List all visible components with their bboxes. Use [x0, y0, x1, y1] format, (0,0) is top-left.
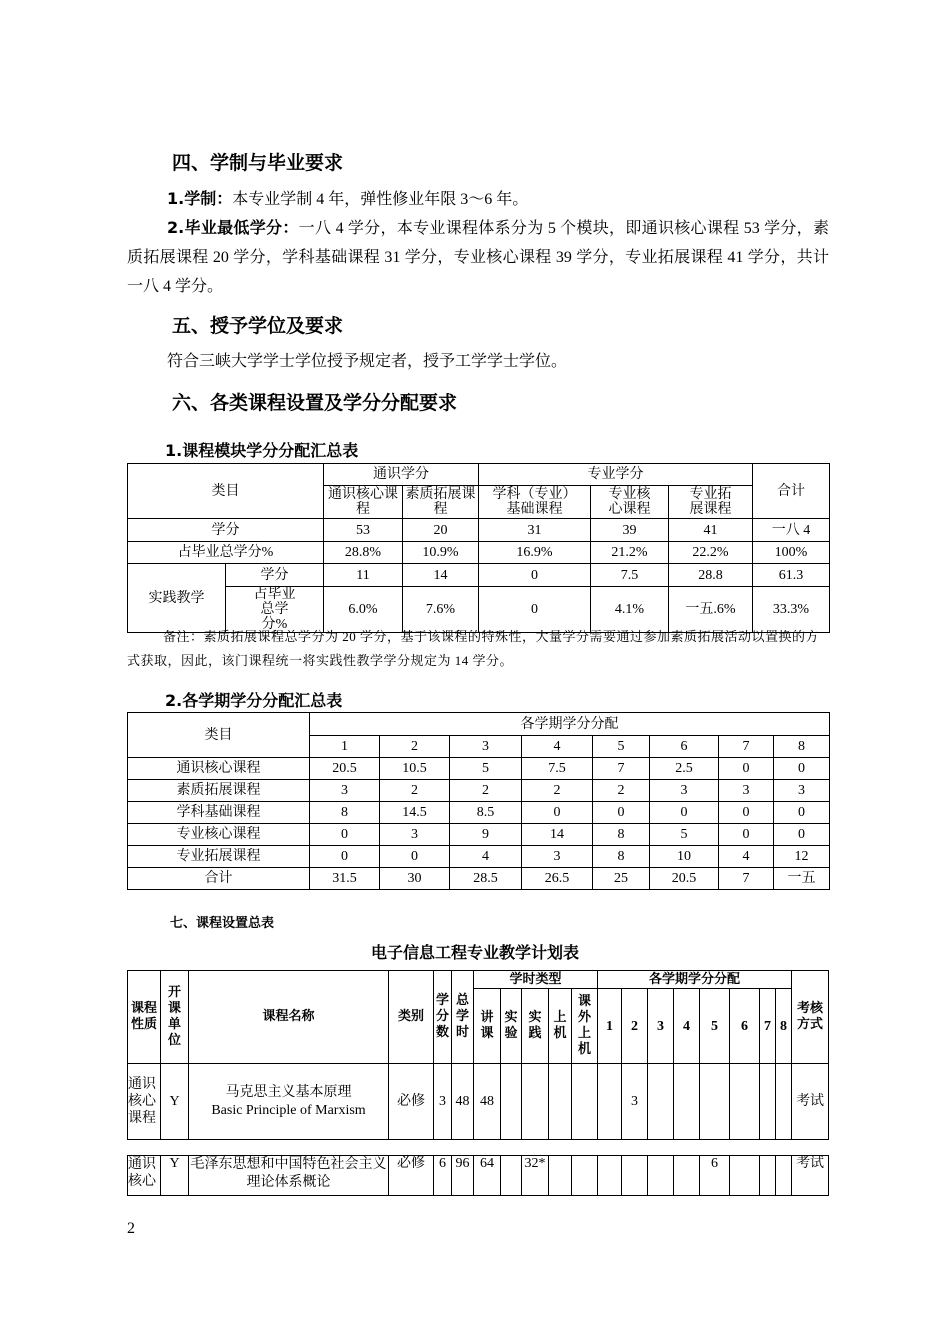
cell: 14 [403, 564, 479, 587]
cell: 16.9% [479, 542, 591, 564]
course-name-cn: 毛泽东思想和中国特色社会主义理论体系概论 [190, 1157, 387, 1190]
cell: 3 [719, 780, 774, 802]
term-header: 8 [776, 989, 792, 1064]
cell: 33.3% [753, 587, 830, 633]
cell: 5 [450, 758, 522, 780]
term-credit [674, 1156, 700, 1196]
header-semesters: 各学期学分分配 [310, 713, 830, 736]
header-unit: 开课单位 [161, 971, 189, 1064]
cell: 0 [522, 802, 593, 824]
course-computer [549, 1156, 572, 1196]
cell: 12 [774, 846, 830, 868]
row-label: 学科基础课程 [128, 802, 310, 824]
credit-module-table [127, 463, 830, 633]
term-credit: 6 [700, 1156, 730, 1196]
term-header: 7 [760, 989, 776, 1064]
cell: 一五 [774, 868, 830, 890]
cell: 28.8% [324, 542, 403, 564]
cell: 0 [719, 802, 774, 824]
cell: 3 [310, 780, 380, 802]
table-row [128, 846, 830, 868]
cell: 0 [479, 564, 591, 587]
cell: 3 [522, 846, 593, 868]
term-header: 4 [522, 736, 593, 758]
term-header: 5 [700, 989, 730, 1064]
cell: 7 [593, 758, 650, 780]
col-header: 通识核心课程 [324, 486, 403, 519]
cell: 8 [310, 802, 380, 824]
teaching-plan-table [127, 970, 829, 1196]
label: 1.学制： [167, 189, 233, 208]
header-computer: 上机 [549, 989, 572, 1064]
header-major: 专业学分 [479, 464, 753, 486]
table-row [128, 1156, 829, 1196]
cell: 41 [669, 519, 753, 542]
course-exam: 考试 [792, 1064, 829, 1140]
section-7-title: 七、课程设置总表 [170, 916, 275, 931]
cell: 21.2% [591, 542, 669, 564]
cell: 25 [593, 868, 650, 890]
header-name: 课程名称 [189, 971, 389, 1064]
section-6-title: 六、各类课程设置及学分分配要求 [172, 392, 458, 414]
cell: 0 [774, 824, 830, 846]
course-lab [501, 1156, 522, 1196]
term-credit [674, 1064, 700, 1140]
course-name [189, 1156, 389, 1196]
cell: 20.5 [650, 868, 719, 890]
col-header: 专业核心课程 [591, 486, 669, 519]
section-5-title: 五、授予学位及要求 [172, 315, 344, 337]
cell: 26.5 [522, 868, 593, 890]
plan-table-title: 电子信息工程专业教学计划表 [370, 943, 579, 962]
row-label: 学分 [128, 519, 324, 542]
header-lecture: 讲课 [474, 989, 501, 1064]
cell: 7.5 [591, 564, 669, 587]
term-credit [622, 1156, 648, 1196]
cell: 0 [310, 846, 380, 868]
page-number: 2 [127, 1220, 135, 1237]
cell: 14 [522, 824, 593, 846]
term-credit [648, 1156, 674, 1196]
text: 本专业学制 4 年，弹性修业年限 3～6 年。 [232, 191, 529, 208]
row-label: 专业核心课程 [128, 824, 310, 846]
course-name [189, 1064, 389, 1140]
cell: 20.5 [310, 758, 380, 780]
term-header: 6 [730, 989, 760, 1064]
label: 2.毕业最低学分： [167, 218, 299, 237]
term-credit [730, 1156, 760, 1196]
term-header: 3 [648, 989, 674, 1064]
cell: 20 [403, 519, 479, 542]
cell: 22.2% [669, 542, 753, 564]
paragraph-duration [127, 184, 829, 214]
header-extra-computer: 课外上机 [572, 989, 598, 1064]
cell: 53 [324, 519, 403, 542]
cell: 一五.6% [669, 587, 753, 633]
header-lab: 实验 [501, 989, 522, 1064]
cell: 0 [310, 824, 380, 846]
cell: 2 [522, 780, 593, 802]
cell: 7.5 [522, 758, 593, 780]
cell: 2 [593, 780, 650, 802]
cell: 0 [593, 802, 650, 824]
table-row [128, 1064, 829, 1140]
term-credit: 3 [622, 1064, 648, 1140]
course-computer [549, 1064, 572, 1140]
header-total: 合计 [753, 464, 830, 519]
header-exam: 考核方式 [792, 971, 829, 1064]
cell: 39 [591, 519, 669, 542]
row-label: 合计 [128, 868, 310, 890]
row-label: 学分 [226, 564, 324, 587]
term-credit [598, 1064, 622, 1140]
course-credits: 3 [434, 1064, 452, 1140]
cell: 30 [380, 868, 450, 890]
term-header: 3 [450, 736, 522, 758]
course-name-cn: 马克思主义基本原理 [225, 1084, 352, 1100]
cell: 0 [719, 758, 774, 780]
cell: 8 [593, 824, 650, 846]
cell: 一八 4 [753, 519, 830, 542]
table-row [128, 824, 830, 846]
cell: 8.5 [450, 802, 522, 824]
cell: 100% [753, 542, 830, 564]
term-credit [730, 1064, 760, 1140]
row-label: 通识核心课程 [128, 758, 310, 780]
term-credit [598, 1156, 622, 1196]
header-category: 类目 [128, 464, 324, 519]
header-hour-types: 学时类型 [474, 971, 598, 989]
cell: 2 [450, 780, 522, 802]
col-header: 学科（专业）基础课程 [479, 486, 591, 519]
course-type: 必修 [389, 1156, 434, 1196]
table1-title: 1.课程模块学分分配汇总表 [165, 441, 359, 460]
term-credit [648, 1064, 674, 1140]
row-gap [128, 1140, 829, 1156]
cell: 4.1% [591, 587, 669, 633]
cell: 3 [650, 780, 719, 802]
cell: 31 [479, 519, 591, 542]
cell: 14.5 [380, 802, 450, 824]
term-header: 2 [380, 736, 450, 758]
cell: 10.9% [403, 542, 479, 564]
course-practice: 32* [522, 1156, 549, 1196]
header-nature: 课程性质 [128, 971, 161, 1064]
header-category: 类目 [128, 713, 310, 758]
table-row [128, 802, 830, 824]
section-4-title: 四、学制与毕业要求 [172, 152, 344, 174]
col-header: 素质拓展课程 [403, 486, 479, 519]
row-label: 专业拓展课程 [128, 846, 310, 868]
table-row [128, 868, 830, 890]
cell: 61.3 [753, 564, 830, 587]
cell: 0 [774, 802, 830, 824]
course-type: 必修 [389, 1064, 434, 1140]
header-terms: 各学期学分分配 [598, 971, 792, 989]
paragraph-min-credits [127, 213, 829, 301]
course-hours: 96 [452, 1156, 474, 1196]
header-type: 类别 [389, 971, 434, 1064]
semester-credit-table [127, 712, 830, 890]
header-hours: 总学时 [452, 971, 474, 1064]
text: 一八 4 学分，本专业课程体系分为 5 个模块，即通识核心课程 53 学分，素质拓展课程 20 学分，学科基础课程 31 学分，专业核心课程 39 学分，专业拓展课程 41 学分，共计一八 4 学分。 [127, 220, 829, 295]
cell: 4 [450, 846, 522, 868]
table-row [128, 542, 830, 564]
term-header: 4 [674, 989, 700, 1064]
paragraph-degree: 符合三峡大学学士学位授予规定者，授予工学学士学位。 [167, 353, 568, 370]
table-row [128, 519, 830, 542]
course-extra [572, 1064, 598, 1140]
course-credits: 6 [434, 1156, 452, 1196]
table-row [128, 780, 830, 802]
cell: 2.5 [650, 758, 719, 780]
cell: 5 [650, 824, 719, 846]
term-credit [760, 1064, 776, 1140]
cell: 8 [593, 846, 650, 868]
course-nature: 通识核心课程 [128, 1064, 161, 1140]
cell: 0 [380, 846, 450, 868]
course-hours: 48 [452, 1064, 474, 1140]
table-row [128, 564, 830, 587]
cell: 0 [719, 824, 774, 846]
course-exam: 考试 [792, 1156, 829, 1196]
term-header: 2 [622, 989, 648, 1064]
cell: 7.6% [403, 587, 479, 633]
cell: 31.5 [310, 868, 380, 890]
row-label: 实践教学 [128, 564, 226, 633]
cell: 0 [650, 802, 719, 824]
course-lab [501, 1064, 522, 1140]
row-label: 占毕业总学分% [226, 587, 324, 633]
term-header: 8 [774, 736, 830, 758]
table1-note: 备注：素质拓展课程总学分为 20 学分，基于该课程的特殊性，大量学分需要通过参加素质拓展活动以置换的方式获取，因此，该门课程统一将实践性教学学分规定为 14 学分。 [127, 629, 820, 668]
table2-title: 2.各学期学分分配汇总表 [165, 691, 343, 710]
course-name-en: Basic Principle of Marxism [211, 1102, 366, 1118]
cell: 6.0% [324, 587, 403, 633]
course-unit: Y [161, 1064, 189, 1140]
course-lecture: 48 [474, 1064, 501, 1140]
cell: 4 [719, 846, 774, 868]
cell: 10.5 [380, 758, 450, 780]
term-credit [776, 1064, 792, 1140]
cell: 28.5 [450, 868, 522, 890]
cell: 0 [774, 758, 830, 780]
row-label: 占毕业总学分% [128, 542, 324, 564]
header-credits: 学分数 [434, 971, 452, 1064]
cell: 3 [380, 824, 450, 846]
term-header: 5 [593, 736, 650, 758]
cell: 11 [324, 564, 403, 587]
course-practice [522, 1064, 549, 1140]
cell: 9 [450, 824, 522, 846]
cell: 10 [650, 846, 719, 868]
table-row [128, 758, 830, 780]
term-header: 1 [310, 736, 380, 758]
cell: 28.8 [669, 564, 753, 587]
course-extra [572, 1156, 598, 1196]
term-credit [760, 1156, 776, 1196]
header-practice: 实践 [522, 989, 549, 1064]
cell: 2 [380, 780, 450, 802]
term-credit [776, 1156, 792, 1196]
row-label: 素质拓展课程 [128, 780, 310, 802]
cell: 7 [719, 868, 774, 890]
cell: 0 [479, 587, 591, 633]
course-lecture: 64 [474, 1156, 501, 1196]
col-header: 专业拓展课程 [669, 486, 753, 519]
term-header: 6 [650, 736, 719, 758]
term-header: 1 [598, 989, 622, 1064]
term-credit [700, 1064, 730, 1140]
header-general: 通识学分 [324, 464, 479, 486]
course-unit: Y [161, 1156, 189, 1196]
term-header: 7 [719, 736, 774, 758]
cell: 3 [774, 780, 830, 802]
course-nature: 通识核心 [128, 1156, 161, 1196]
